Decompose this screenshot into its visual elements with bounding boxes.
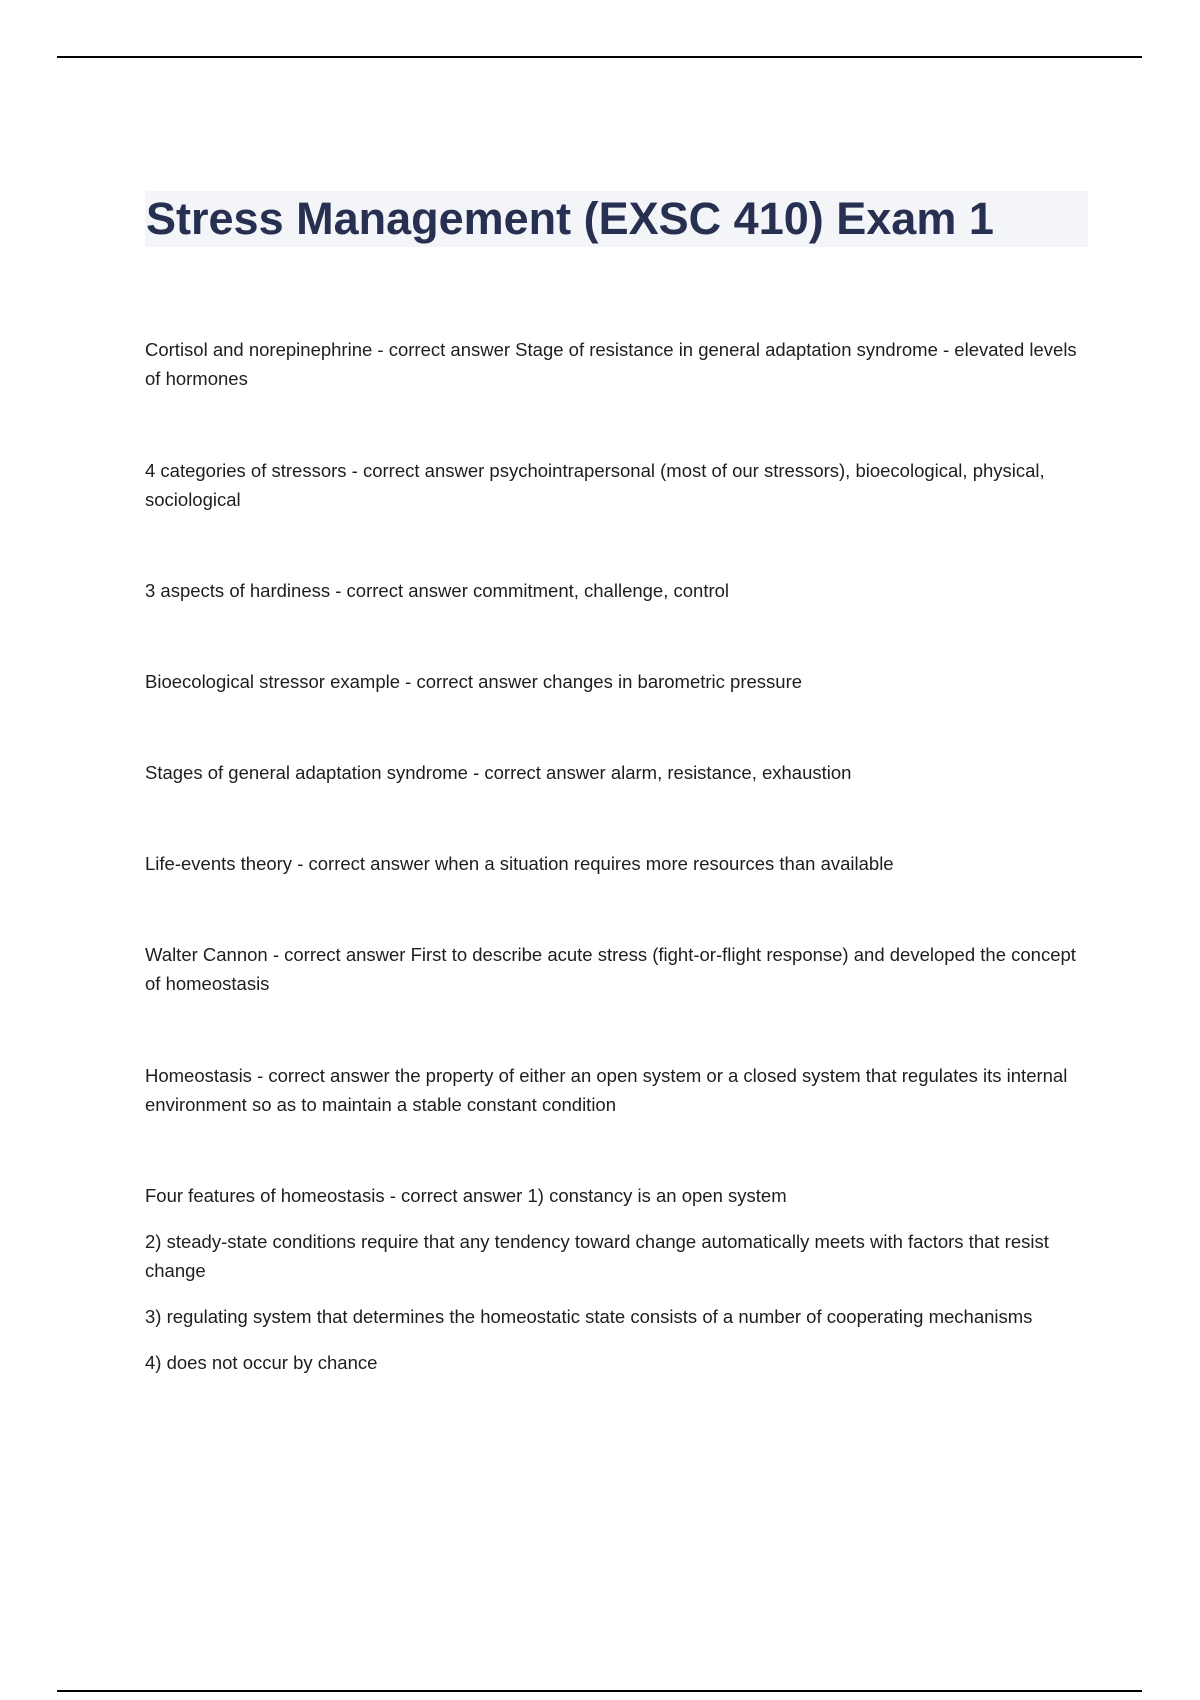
qa-entry-continuation: 2) steady-state conditions require that any tendency toward change automatically meets with factors that resist change <box>145 1231 1049 1281</box>
qa-entry-stressor-categories <box>145 456 1090 514</box>
qa-entry-continuation: 4) does not occur by chance <box>145 1352 378 1373</box>
qa-entry-text: 3 aspects of hardiness - correct answer commitment, challenge, control <box>145 580 730 601</box>
qa-entry-walter-cannon <box>145 940 1090 998</box>
top-rule <box>57 56 1142 58</box>
qa-entry-text: Life-events theory - correct answer when a situation requires more resources than available <box>145 853 894 874</box>
qa-entry-text: Cortisol and norepinephrine - correct answer Stage of resistance in general adaptation syndrome - elevated levels of hormones <box>145 339 1077 389</box>
qa-entry-bioecological <box>145 667 1090 696</box>
qa-entry-text: 4 categories of stressors - correct answer psychointrapersonal (most of our stressors), bioecological, physical, sociological <box>145 460 1045 510</box>
qa-entry-text: Bioecological stressor example - correct answer changes in barometric pressure <box>145 671 803 692</box>
qa-entry-hardiness <box>145 576 1090 605</box>
bottom-rule <box>57 1690 1142 1692</box>
qa-entry-life-events <box>145 849 1090 878</box>
qa-entry-text: Walter Cannon - correct answer First to describe acute stress (fight-or-flight response) and developed the concept of homeostasis <box>145 944 1076 994</box>
page-title: Stress Management (EXSC 410) Exam 1 <box>146 193 994 244</box>
qa-entry-homeostasis <box>145 1061 1090 1119</box>
qa-entry-text: Stages of general adaptation syndrome - correct answer alarm, resistance, exhaustion <box>145 762 852 783</box>
qa-entry-homeostasis-features <box>145 1181 1090 1377</box>
qa-entry-gas-stages <box>145 758 1090 787</box>
qa-entry-text: Four features of homeostasis - correct answer 1) constancy is an open system <box>145 1185 787 1206</box>
qa-entry-text: Homeostasis - correct answer the property of either an open system or a closed system that regulates its internal environment so as to maintain a stable constant condition <box>145 1065 1068 1115</box>
qa-entry-continuation: 3) regulating system that determines the homeostatic state consists of a number of cooperating mechanisms <box>145 1306 1033 1327</box>
qa-entry-cortisol <box>145 335 1090 393</box>
